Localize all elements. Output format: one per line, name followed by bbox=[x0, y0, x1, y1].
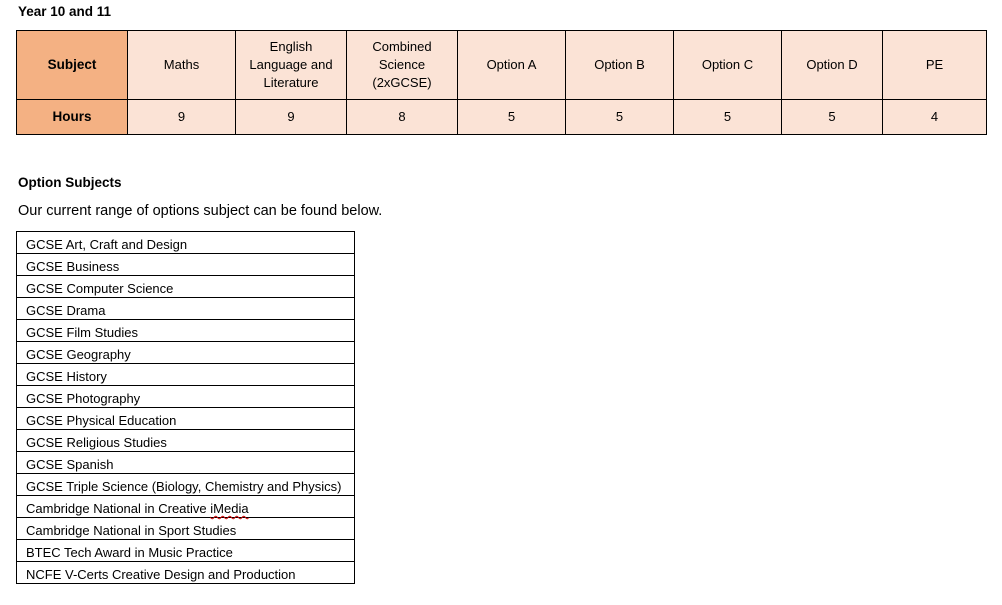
subject-header-cell: Subject bbox=[17, 31, 128, 100]
hours-cell: 9 bbox=[236, 100, 347, 135]
list-item bbox=[17, 540, 355, 562]
option-subject: GCSE Film Studies bbox=[17, 320, 355, 342]
subject-cell: Option B bbox=[566, 31, 674, 100]
list-item bbox=[17, 364, 355, 386]
list-item bbox=[17, 232, 355, 254]
option-subject: GCSE Art, Craft and Design bbox=[17, 232, 355, 254]
hours-cell: 8 bbox=[347, 100, 458, 135]
option-subject: GCSE Geography bbox=[17, 342, 355, 364]
option-subject: GCSE Photography bbox=[17, 386, 355, 408]
page-heading: Year 10 and 11 bbox=[18, 4, 112, 19]
option-subject: GCSE Drama bbox=[17, 298, 355, 320]
option-subject: GCSE History bbox=[17, 364, 355, 386]
list-item bbox=[17, 276, 355, 298]
list-item bbox=[17, 254, 355, 276]
option-subject: GCSE Business bbox=[17, 254, 355, 276]
list-item bbox=[17, 386, 355, 408]
hours-cell: 5 bbox=[782, 100, 883, 135]
list-item bbox=[17, 298, 355, 320]
option-subject: Cambridge National in Sport Studies bbox=[17, 518, 355, 540]
option-subject: NCFE V-Certs Creative Design and Production bbox=[17, 562, 355, 584]
hours-cell: 4 bbox=[883, 100, 987, 135]
list-item bbox=[17, 496, 355, 518]
spellcheck-word: iMedia bbox=[210, 501, 249, 516]
hours-row bbox=[17, 100, 987, 135]
hours-table bbox=[16, 30, 987, 135]
list-item bbox=[17, 408, 355, 430]
list-item bbox=[17, 474, 355, 496]
subject-cell: PE bbox=[883, 31, 987, 100]
option-subject: GCSE Spanish bbox=[17, 452, 355, 474]
subject-cell: English Language and Literature bbox=[236, 31, 347, 100]
list-item bbox=[17, 430, 355, 452]
list-item bbox=[17, 342, 355, 364]
hours-cell: 5 bbox=[458, 100, 566, 135]
option-subjects-intro: Our current range of options subject can be found below. bbox=[18, 203, 383, 219]
hours-cell: 5 bbox=[566, 100, 674, 135]
option-subject: GCSE Triple Science (Biology, Chemistry and Physics) bbox=[17, 474, 355, 496]
option-subject bbox=[17, 496, 355, 518]
option-subjects-list bbox=[16, 231, 355, 584]
hours-cell: 9 bbox=[128, 100, 236, 135]
subject-cell: Option A bbox=[458, 31, 566, 100]
subject-cell: Option D bbox=[782, 31, 883, 100]
list-item bbox=[17, 562, 355, 584]
list-item bbox=[17, 452, 355, 474]
hours-cell: 5 bbox=[674, 100, 782, 135]
option-subject: GCSE Religious Studies bbox=[17, 430, 355, 452]
option-subject: GCSE Physical Education bbox=[17, 408, 355, 430]
option-subjects-heading: Option Subjects bbox=[18, 175, 122, 190]
subject-cell: Maths bbox=[128, 31, 236, 100]
subject-row bbox=[17, 31, 987, 100]
option-subject: BTEC Tech Award in Music Practice bbox=[17, 540, 355, 562]
subject-cell: Option C bbox=[674, 31, 782, 100]
list-item bbox=[17, 518, 355, 540]
option-subject: GCSE Computer Science bbox=[17, 276, 355, 298]
list-item bbox=[17, 320, 355, 342]
subject-cell: Combined Science (2xGCSE) bbox=[347, 31, 458, 100]
option-subject-text: Cambridge National in Creative bbox=[26, 501, 211, 516]
hours-header-cell: Hours bbox=[17, 100, 128, 135]
